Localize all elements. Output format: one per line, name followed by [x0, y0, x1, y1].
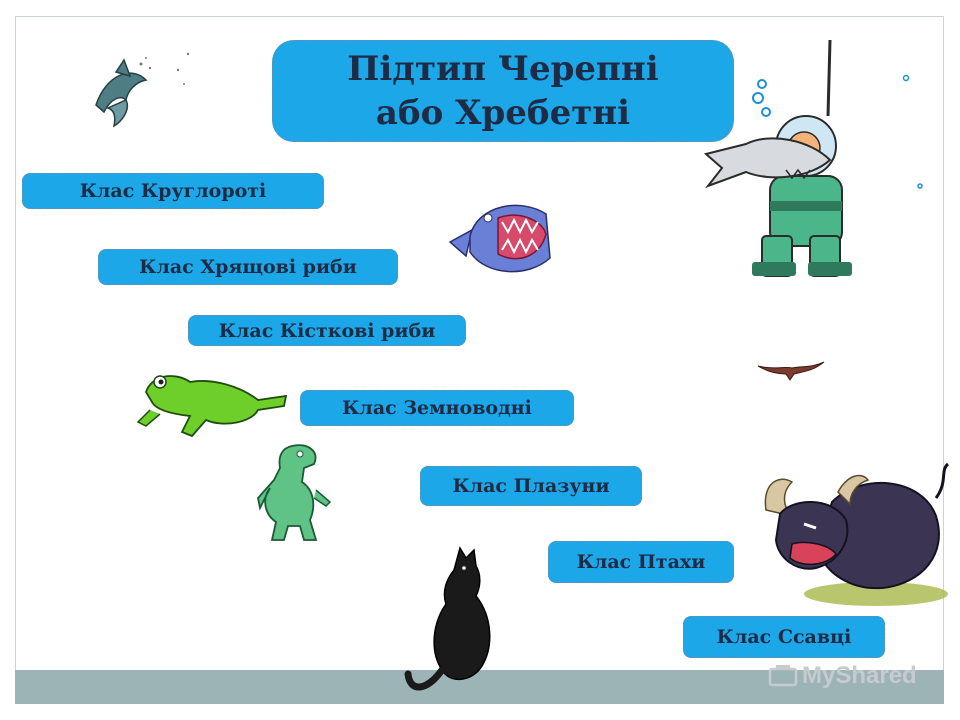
lizard-icon — [256, 442, 336, 544]
class-button-cartilaginous-fish[interactable]: Клас Хрящові риби — [98, 249, 398, 285]
title-line-1: Підтип Черепні — [347, 49, 659, 89]
class-button-birds[interactable]: Клас Птахи — [548, 541, 734, 583]
projector-icon — [768, 663, 798, 689]
class-button-amphibians[interactable]: Клас Земноводні — [300, 390, 574, 426]
class-button-cyclostomes[interactable]: Клас Круглороті — [22, 173, 324, 209]
slide-title — [272, 40, 734, 142]
title-line-2: або Хребетні — [375, 93, 631, 133]
cat-icon — [402, 542, 502, 698]
watermark — [768, 661, 917, 691]
watermark-text: MyShared — [802, 662, 917, 689]
class-button-bony-fish[interactable]: Клас Кісткові риби — [188, 315, 466, 346]
class-button-reptiles[interactable]: Клас Плазуни — [420, 466, 642, 506]
frog-icon — [132, 370, 294, 440]
diver-icon — [700, 36, 926, 280]
shark-icon — [86, 50, 196, 130]
bull-icon — [752, 462, 954, 610]
bird-icon — [756, 358, 826, 384]
class-button-mammals[interactable]: Клас Ссавці — [683, 616, 885, 658]
piranha-icon — [442, 192, 560, 280]
